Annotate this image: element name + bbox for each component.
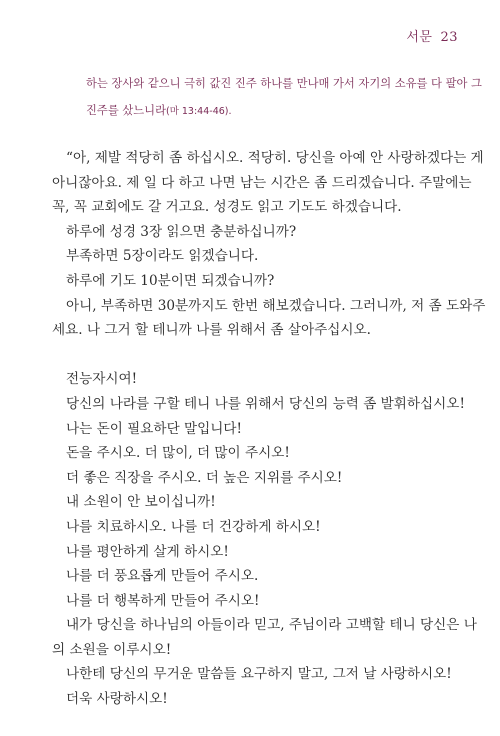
paragraph-line: 하루에 기도 10분이면 되겠습니까? bbox=[66, 272, 275, 289]
paragraph-line: 더욱 사랑하시오! bbox=[66, 691, 168, 708]
scripture-reference: (마 13:44-46). bbox=[165, 106, 232, 117]
paragraph-line: 의 소원을 이루시오! bbox=[52, 641, 172, 658]
paragraph-line: “아, 제발 적당히 좀 하십시오. 적당히. 당신을 아예 안 사랑하겠다는 게 bbox=[66, 150, 484, 166]
paragraph-line: 나를 더 행복하게 만들어 주시오! bbox=[66, 592, 260, 609]
page-number: 23 bbox=[440, 30, 458, 45]
paragraph-line: 나한테 당신의 무거운 말씀들 요구하지 말고, 그저 날 사랑하시오! bbox=[66, 666, 452, 683]
paragraph-line: 내 소원이 안 보이십니까! bbox=[66, 494, 216, 511]
paragraph-line: 더 좋은 직장을 주시오. 더 높은 지위를 주시오! bbox=[66, 469, 343, 486]
paragraph-line: 나를 더 풍요롭게 만들어 주시오. bbox=[66, 568, 259, 585]
paragraph-gap bbox=[52, 343, 462, 368]
paragraph-line: 꼭, 꼭 교회에도 갈 거고요. 성경도 읽고 기도도 하겠습니다. bbox=[52, 199, 402, 216]
running-header bbox=[406, 26, 458, 45]
paragraph-line: 아니잖아요. 제 일 다 하고 나면 남는 시간은 좀 드리겠습니다. 주말에는 bbox=[52, 174, 472, 191]
paragraph-line: 돈을 주시오. 더 많이, 더 많이 주시오! bbox=[66, 445, 290, 462]
quote-line: 하는 장사와 같으니 극히 값진 진주 하나를 만나매 가서 자기의 소유를 다 팔아 그 bbox=[86, 77, 482, 90]
paragraph-line: 나를 치료하시오. 나를 더 건강하게 하시오! bbox=[66, 518, 321, 535]
paragraph-line: 부족하면 5장이라도 읽겠습니다. bbox=[66, 248, 259, 265]
paragraph-line: 내가 당신을 하나님의 아들이라 믿고, 주님이라 고백할 테니 당신은 나 bbox=[66, 617, 477, 634]
paragraph-line: 당신의 나라를 구할 테니 나를 위해서 당신의 능력 좀 발휘하십시오! bbox=[66, 395, 465, 412]
quote-text: 진주를 샀느니라 bbox=[86, 104, 166, 117]
chapter-title: 서문 bbox=[406, 30, 433, 45]
paragraph-line: 아니, 부족하면 30분까지도 한번 해보겠습니다. 그러니까, 저 좀 도와주 bbox=[66, 297, 486, 314]
scripture-quote bbox=[86, 70, 482, 125]
paragraph-line: 세요. 나 그거 할 테니까 나를 위해서 좀 살아주십시오. bbox=[52, 322, 371, 339]
paragraph-line: 전능자시여! bbox=[66, 371, 138, 388]
body-text bbox=[52, 146, 486, 712]
quote-line bbox=[86, 97, 466, 125]
paragraph-line: 나는 돈이 필요하단 말입니다! bbox=[66, 420, 243, 437]
paragraph-line: 나를 평안하게 살게 하시오! bbox=[66, 543, 229, 560]
paragraph-line: 하루에 성경 3장 읽으면 충분하십니까? bbox=[66, 223, 297, 240]
